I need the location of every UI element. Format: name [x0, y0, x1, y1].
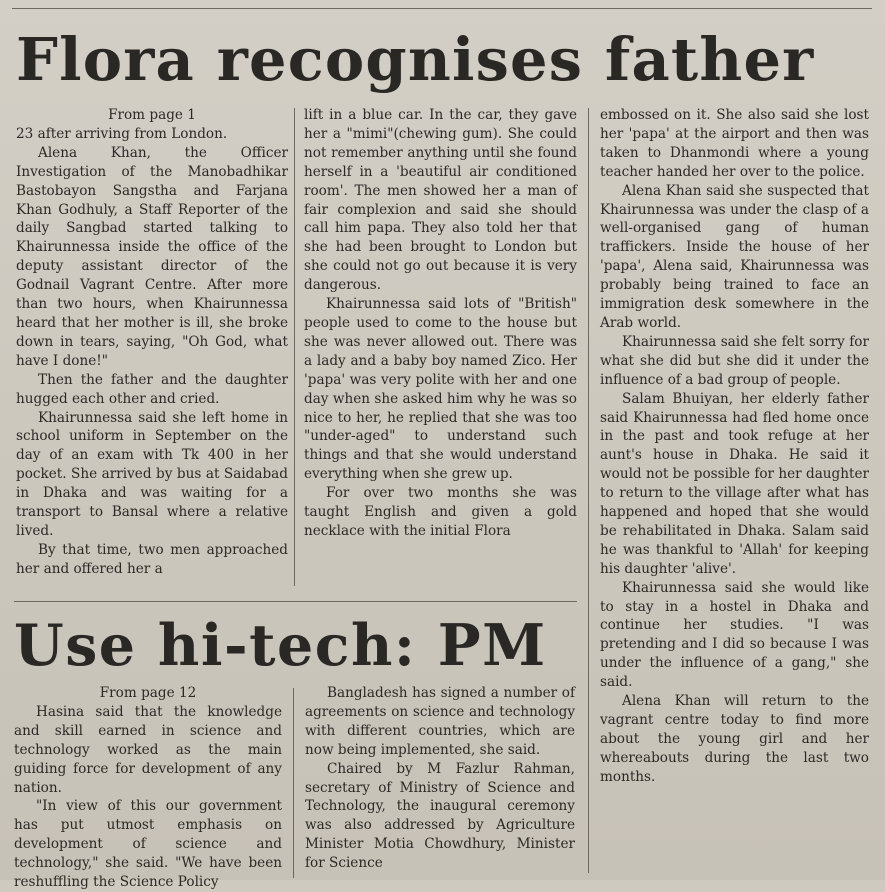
story2-column-1: [14, 684, 282, 891]
paragraph: embossed on it. She also said she lost her 'papa' at the airport and then was taken to Dhanmondi where a young teacher handed her over to the police.: [600, 107, 869, 180]
story1-column-1: [16, 106, 288, 590]
column-divider: [293, 688, 294, 878]
paragraph: Khairunnessa said she left home in school uniform in September on the day of an exam with Tk 400 in her pocket. She arrived by bus at Saidabad in Dhaka and was waiting for a transport to Bansal where a relative lived.: [16, 409, 288, 539]
paragraph: Chaired by M Fazlur Rahman, secretary of Ministry of Science and Technology, the inaugural ceremony was also addressed by Agriculture Minister Motia Chowdhury, Minister for Science: [305, 760, 575, 872]
story2-column-2: [305, 684, 575, 880]
column-divider: [294, 108, 295, 586]
paragraph: Khairunnessa said lots of "British" people used to come to the house but she was never allowed out. There was a lady and a baby boy named Zico. Her 'papa' was very polite with her and one day when she asked him why he was so nice to her, he replied that she was too "under-aged" to understand such things and that she would understand everything when she grew up.: [304, 296, 577, 483]
headline-use-hi-tech: Use hi-tech: PM: [14, 612, 547, 679]
paragraph: Alena Khan, the Officer Investigation of the Manobadhikar Bastobayon Sangstha and Farjana Khan Godhuly, a Staff Reporter of the daily Sangbad started talking to Khairunnessa inside the office of the deputy assistant director of the Godnail Vagrant Centre. After more than two hours, when Khairunnessa heard that her mother is ill, she broke down in tears, saying, "Oh God, what have I done!": [16, 144, 288, 369]
paragraph: Khairunnessa said she felt sorry for what she did but she did it under the influence of a bad group of people.: [600, 333, 869, 388]
from-page-label: From page 1: [108, 107, 196, 123]
paragraph: By that time, two men approached her and offered her a: [16, 541, 288, 577]
from-page-label: From page 12: [99, 685, 197, 701]
story1-column-2: [304, 106, 577, 590]
headline-flora: Flora recognises father: [16, 25, 815, 94]
paragraph: Salam Bhuiyan, her elderly father said Khairunnessa had fled home once in the past and took refuge at her aunt's house in Dhaka. He said it would not be possible for her daughter to return to the village after what has happened and hoped that she would be rehabilitated in Dhaka. Salam said he was thankful to 'Allah' for keeping his daughter 'alive'.: [600, 390, 870, 577]
paragraph: Bangladesh has signed a number of agreements on science and technology with different countries, which are now being implemented, she said.: [305, 685, 575, 758]
paragraph: "In view of this our government has put utmost emphasis on development of science and technology," she said. "We have been reshuffling the Science Policy: [14, 798, 282, 891]
paragraph: Hasina said that the knowledge and skill earned in science and technology worked as the main guiding force for development of any nation.: [14, 703, 282, 796]
paragraph: Alena Khan will return to the vagrant centre today to find more about the young girl and her whereabouts during the last two months.: [600, 693, 869, 785]
paragraph: 23 after arriving from London.: [16, 125, 228, 142]
paragraph: Alena Khan said she suspected that Khairunnessa was under the clasp of a well-organised gang of human traffickers. Inside the house of her 'papa', Alena said, Khairunnessa was probably being trained to face an immigration desk somewhere in the Arab world.: [600, 182, 869, 331]
paragraph: Khairunnessa said she would like to stay in a hostel in Dhaka and continue her studies. "I was pretending and I did so because I was under the influence of a gang," she said.: [600, 579, 869, 691]
story1-column-3: [600, 106, 869, 870]
section-rule: [14, 601, 577, 602]
paragraph: lift in a blue car. In the car, they gave her a "mimi"(chewing gum). She could not remember anything until she found herself in a 'beautiful air conditioned room'. The men showed her a man of fair complexion and said she should call him papa. They also told her that she had been brought to London but she could not go out because it is very dangerous.: [304, 107, 577, 294]
paragraph: For over two months she was taught English and given a gold necklace with the initial Flora: [304, 485, 577, 539]
paragraph: Then the father and the daughter hugged each other and cried.: [16, 371, 288, 407]
top-rule: [12, 8, 872, 9]
column-divider: [588, 108, 589, 873]
